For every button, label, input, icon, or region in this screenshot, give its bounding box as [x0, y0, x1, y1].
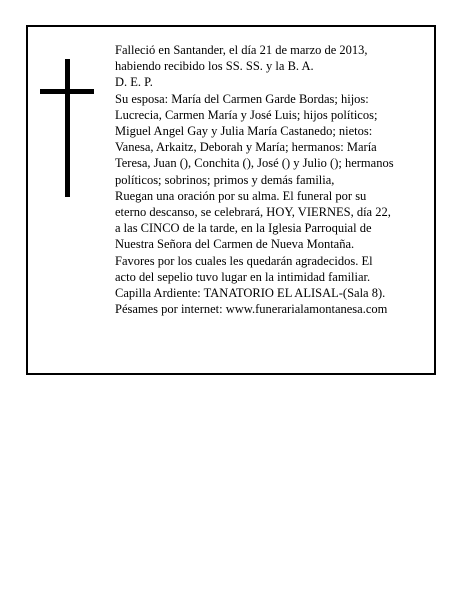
latin-cross-icon — [40, 59, 94, 197]
notice-line-family-6: políticos; sobrinos; primos y demás familia, — [115, 172, 335, 187]
notice-line-condolences: Pésames por internet: www.funerarialamontanesa.com — [115, 302, 388, 317]
cross-horizontal-bar — [40, 89, 94, 94]
notice-line-thanks: Favores por los cuales les quedarán agradecidos. El — [115, 253, 373, 268]
notice-line-rip: D. E. P. — [115, 75, 153, 90]
notice-line-family-4: Vanesa, Arkaitz, Deborah y María; hermanos: María — [115, 140, 377, 155]
notice-line-family-1: Su esposa: María del Carmen Garde Bordas; hijos: — [115, 91, 369, 106]
notice-line-death: Falleció en Santander, el día 21 de marzo de 2013, — [115, 43, 368, 57]
notice-line-sacraments: habiendo recibido los SS. SS. y la B. A. — [115, 59, 314, 74]
notice-line-funeral-1: Ruegan una oración por su alma. El funeral por su — [115, 188, 367, 203]
obituary-notice — [26, 25, 436, 375]
notice-line-family-2: Lucrecia, Carmen María y José Luis; hijos políticos; — [115, 107, 378, 122]
notice-line-family-3: Miguel Angel Gay y Julia María Castanedo; nietos: — [115, 124, 373, 139]
notice-line-family-5: Teresa, Juan (), Conchita (), José () y Julio (); hermanos — [115, 156, 394, 171]
notice-line-funeral-3: a las CINCO de la tarde, en la Iglesia Parroquial de — [115, 221, 372, 236]
notice-line-funeral-2: eterno descanso, se celebrará, HOY, VIERNES, día 22, — [115, 205, 391, 220]
cross-vertical-bar — [65, 59, 70, 197]
notice-line-funeral-4: Nuestra Señora del Carmen de Nueva Montaña. — [115, 237, 355, 252]
notice-line-chapel: Capilla Ardiente: TANATORIO EL ALISAL-(Sala 8). — [115, 286, 386, 301]
notice-text — [115, 42, 420, 317]
notice-line-burial: acto del sepelio tuvo lugar en la intimidad familiar. — [115, 269, 371, 284]
